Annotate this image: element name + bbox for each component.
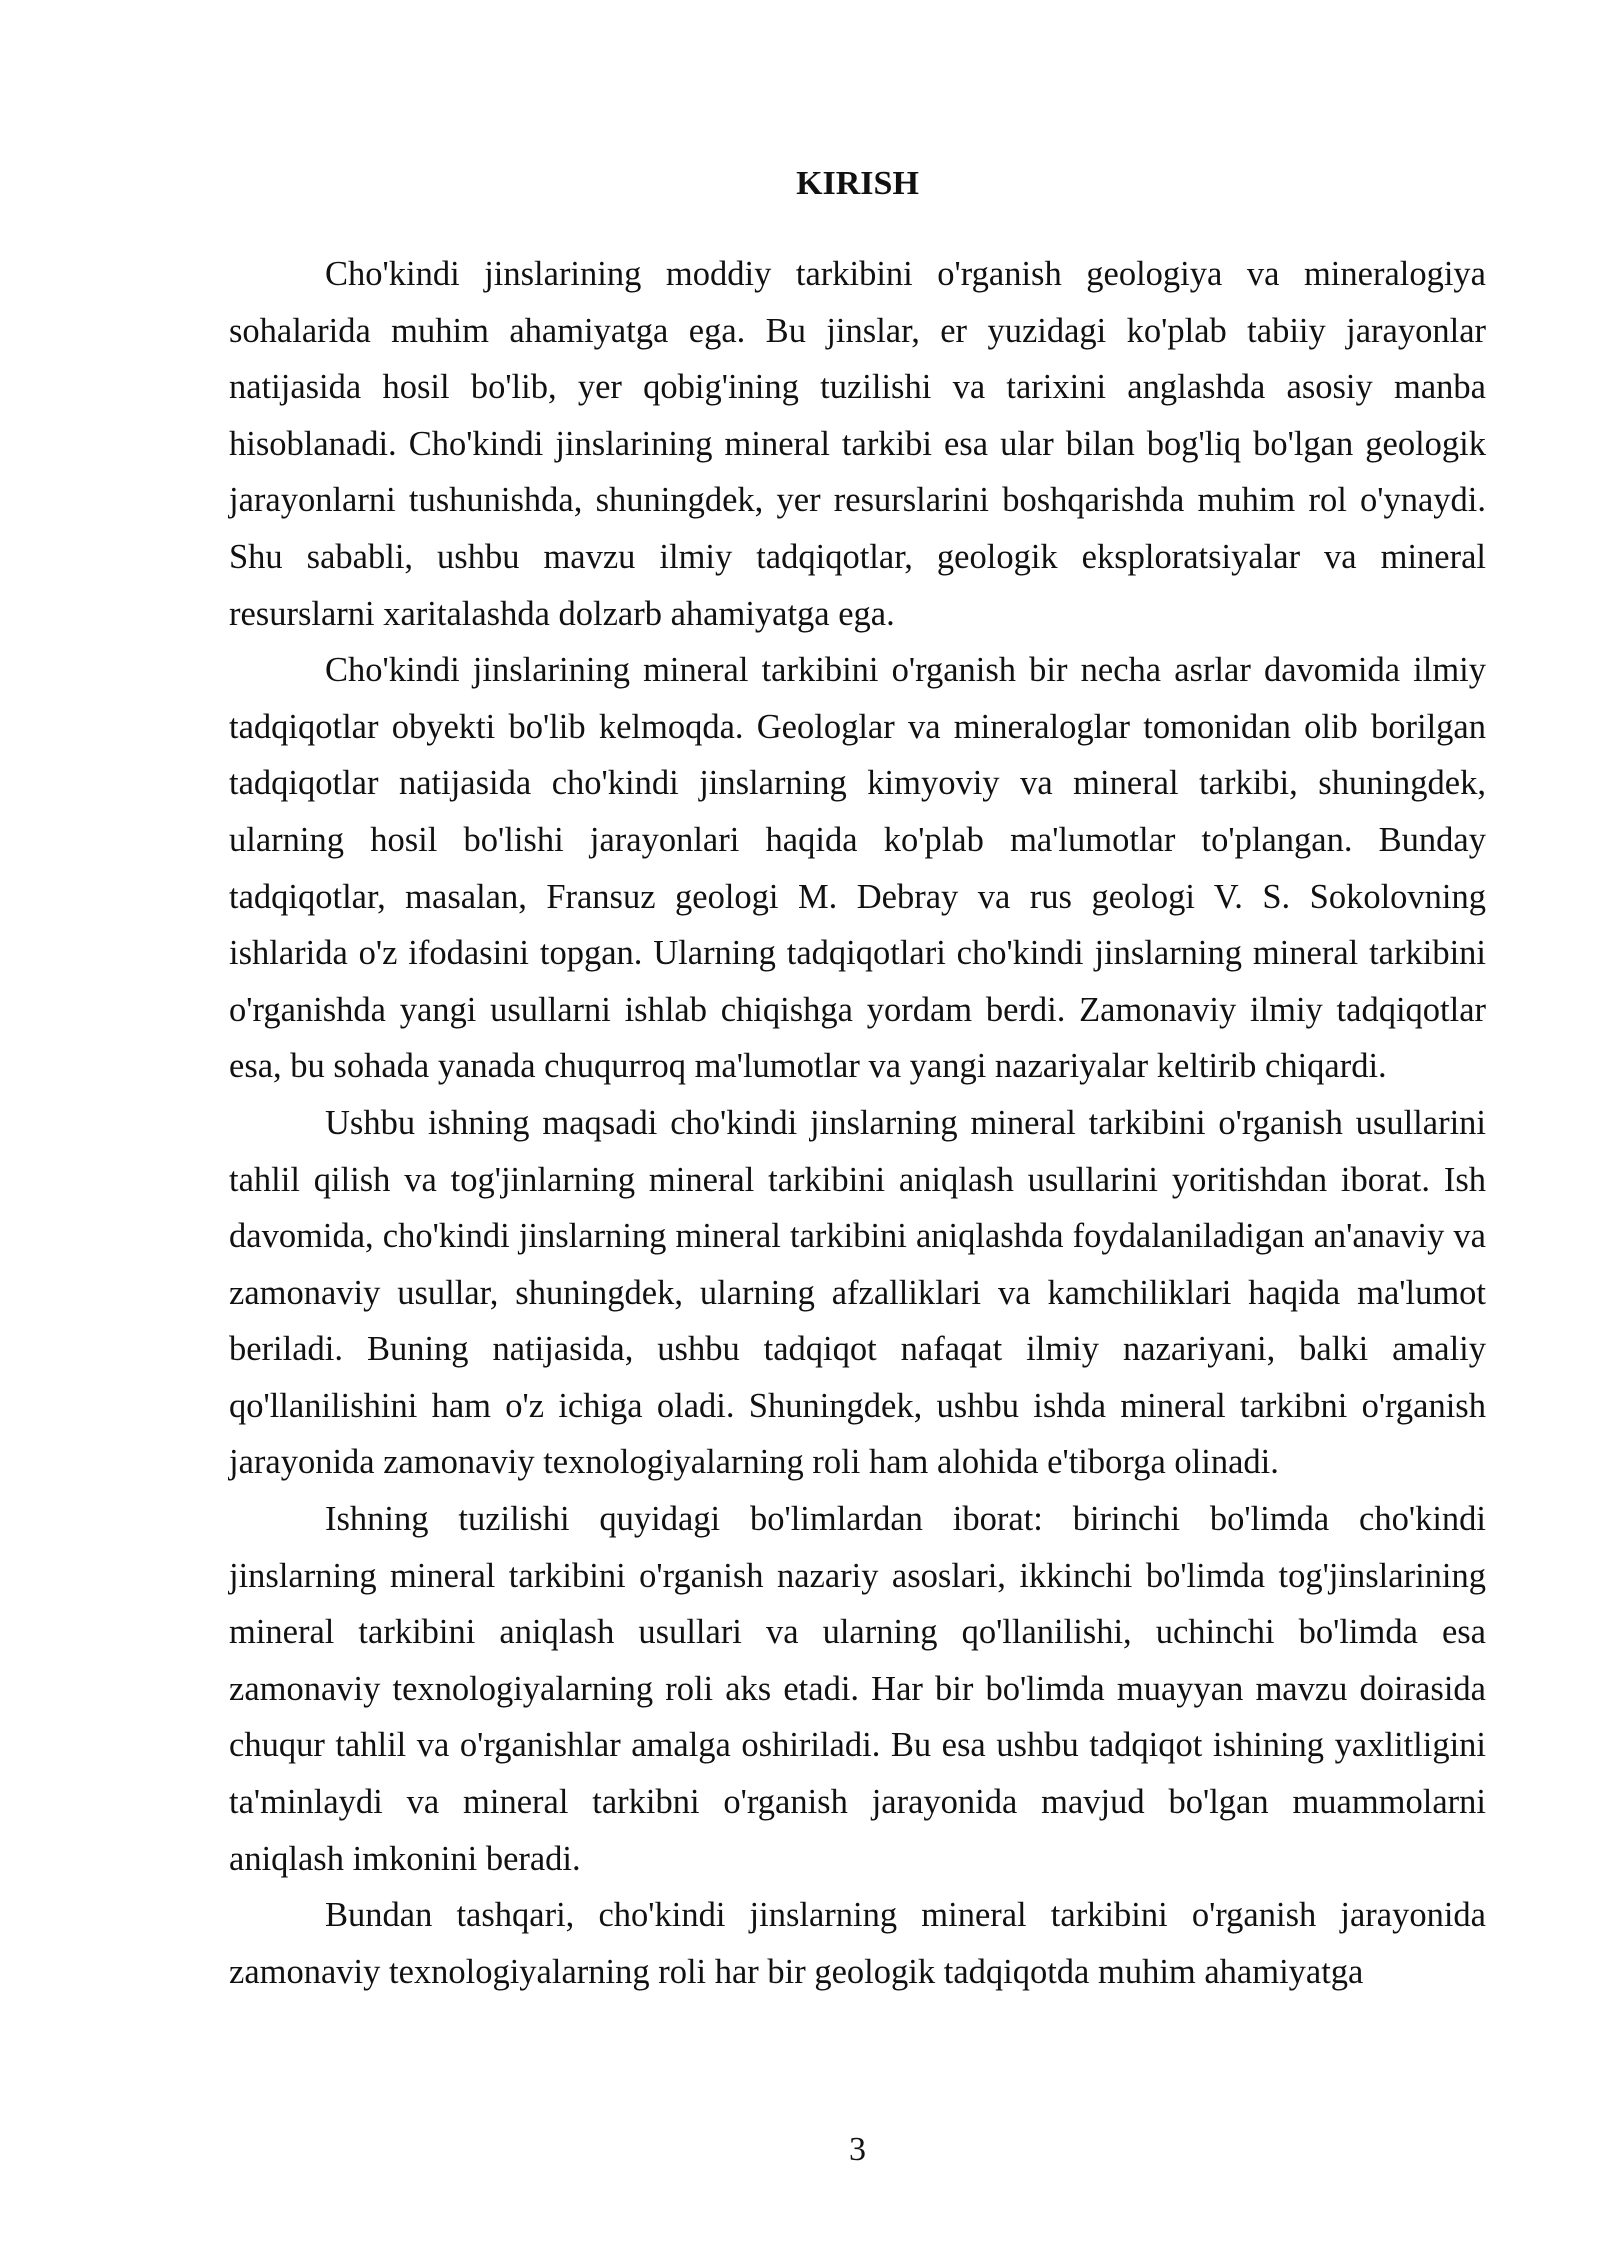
section-title: KIRISH: [796, 165, 919, 202]
paragraph-2: Cho'kindi jinslarining mineral tarkibini o'rganish bir necha asrlar davomida ilmiy tadqiqotlar obyekti bo'lib kelmoqda. Geologlar va mineraloglar tomonidan olib borilgan tadqiqotlar natijasida cho'kindi jinslarning kimyoviy va mineral tarkibi, shuningdek, ularning hosil bo'lishi jarayonlari haqida ko'plab ma'lumotlar to'plangan. Bunday tadqiqotlar, masalan, Fransuz geologi M. Debray va rus geologi V. S. Sokolovning ishlarida o'z ifodasini topgan. Ularning tadqiqotlari cho'kindi jinslarning mineral tarkibini o'rganishda yangi usullarni ishlab chiqishga yordam berdi. Zamonaviy ilmiy tadqiqotlar esa, bu sohada yanada chuqurroq ma'lumotlar va yangi nazariyalar keltirib chiqardi.: [229, 651, 1486, 1086]
paragraph-1: Cho'kindi jinslarining moddiy tarkibini o'rganish geologiya va mineralogiya sohalarida muhim ahamiyatga ega. Bu jinslar, er yuzidagi ko'plab tabiiy jarayonlar natijasida hosil bo'lib, yer qobig'ining tuzilishi va tarixini anglashda asosiy manba hisoblanadi. Cho'kindi jinslarining mineral tarkibi esa ular bilan bog'liq bo'lgan geologik jarayonlarni tushunishda, shuningdek, yer resurslarini boshqarishda muhim rol o'ynaydi. Shu sababli, ushbu mavzu ilmiy tadqiqotlar, geologik eksploratsiyalar va mineral resurslarni xaritalashda dolzarb ahamiyatga ega.: [229, 255, 1486, 633]
paragraph-3: Ushbu ishning maqsadi cho'kindi jinslarning mineral tarkibini o'rganish usullarini tahlil qilish va tog'jinlarning mineral tarkibini aniqlash usullarini yoritishdan iborat. Ish davomida, cho'kindi jinslarning mineral tarkibini aniqlashda foydalaniladigan an'anaviy va zamonaviy usullar, shuningdek, ularning afzalliklari va kamchiliklari haqida ma'lumot beriladi. Buning natijasida, ushbu tadqiqot nafaqat ilmiy nazariyani, balki amaliy qo'llanilishini ham o'z ichiga oladi. Shuningdek, ushbu ishda mineral tarkibni o'rganish jarayonida zamonaviy texnologiyalarning roli ham alohida e'tiborga olinadi.: [229, 1103, 1486, 1482]
paragraph-5: Bundan tashqari, cho'kindi jinslarning mineral tarkibini o'rganish jarayonida zamonaviy texnologiyalarning roli har bir geologik tadqiqotda muhim ahamiyatga: [229, 1896, 1486, 1991]
page-number: 3: [849, 2131, 866, 2168]
document-body: [229, 246, 1486, 2000]
paragraph-4: Ishning tuzilishi quyidagi bo'limlardan iborat: birinchi bo'limda cho'kindi jinslarning mineral tarkibini o'rganish nazariy asoslari, ikkinchi bo'limda tog'jinslarining mineral tarkibini aniqlash usullari va ularning qo'llanilishi, uchinchi bo'limda esa zamonaviy texnologiyalarning roli aks etadi. Har bir bo'limda muayyan mavzu doirasida chuqur tahlil va o'rganishlar amalga oshiriladi. Bu esa ushbu tadqiqot ishining yaxlitligini ta'minlaydi va mineral tarkibni o'rganish jarayonida mavjud bo'lgan muammolarni aniqlash imkonini beradi.: [229, 1500, 1486, 1878]
